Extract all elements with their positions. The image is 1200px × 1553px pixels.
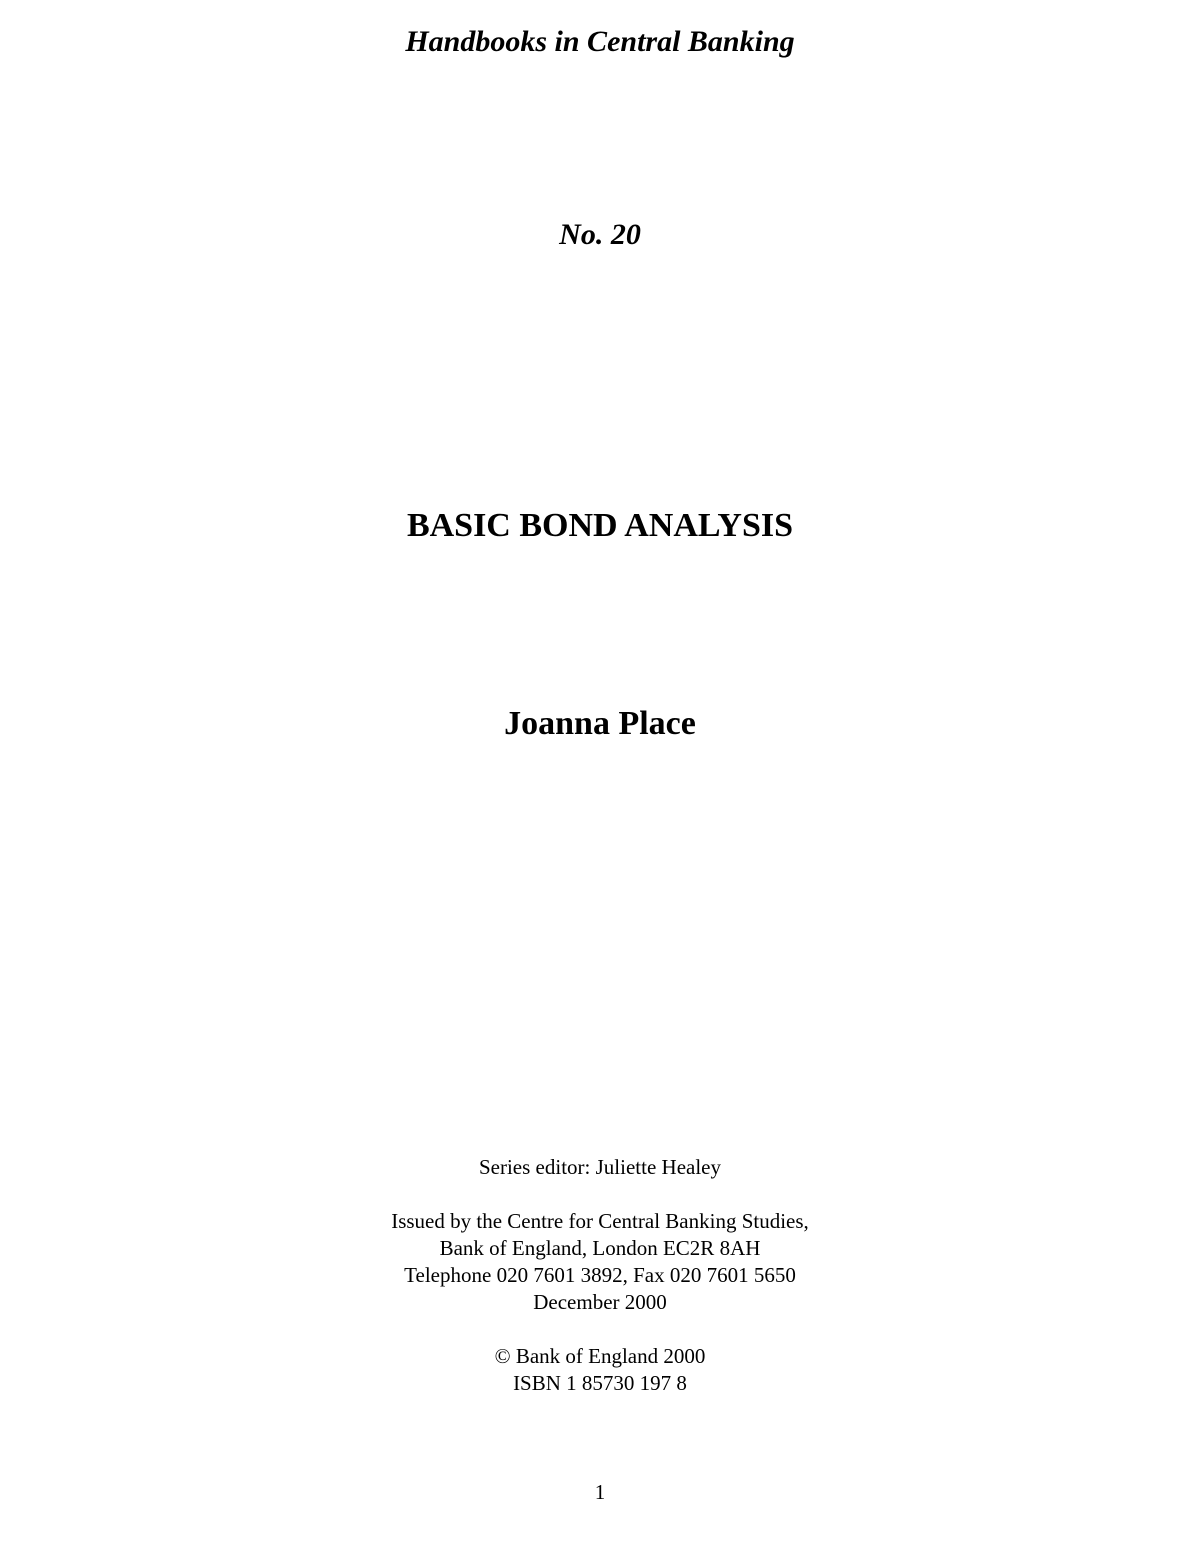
document-title: BASIC BOND ANALYSIS [406,507,794,544]
handbook-number: No. 20 [559,218,641,251]
contact-line: Telephone 020 7601 3892, Fax 020 7601 5650 [404,1263,796,1287]
issued-by-line: Issued by the Centre for Central Banking Studies, [391,1209,809,1233]
copyright-notice: © Bank of England 2000 [494,1344,706,1368]
page-number: 1 [594,1480,606,1504]
address-line: Bank of England, London EC2R 8AH [439,1236,761,1260]
author-name: Joanna Place [504,705,696,742]
series-editor: Series editor: Juliette Healey [478,1155,721,1179]
series-title: Handbooks in Central Banking [405,25,795,58]
isbn: ISBN 1 85730 197 8 [513,1371,687,1395]
issue-date: December 2000 [533,1290,667,1314]
